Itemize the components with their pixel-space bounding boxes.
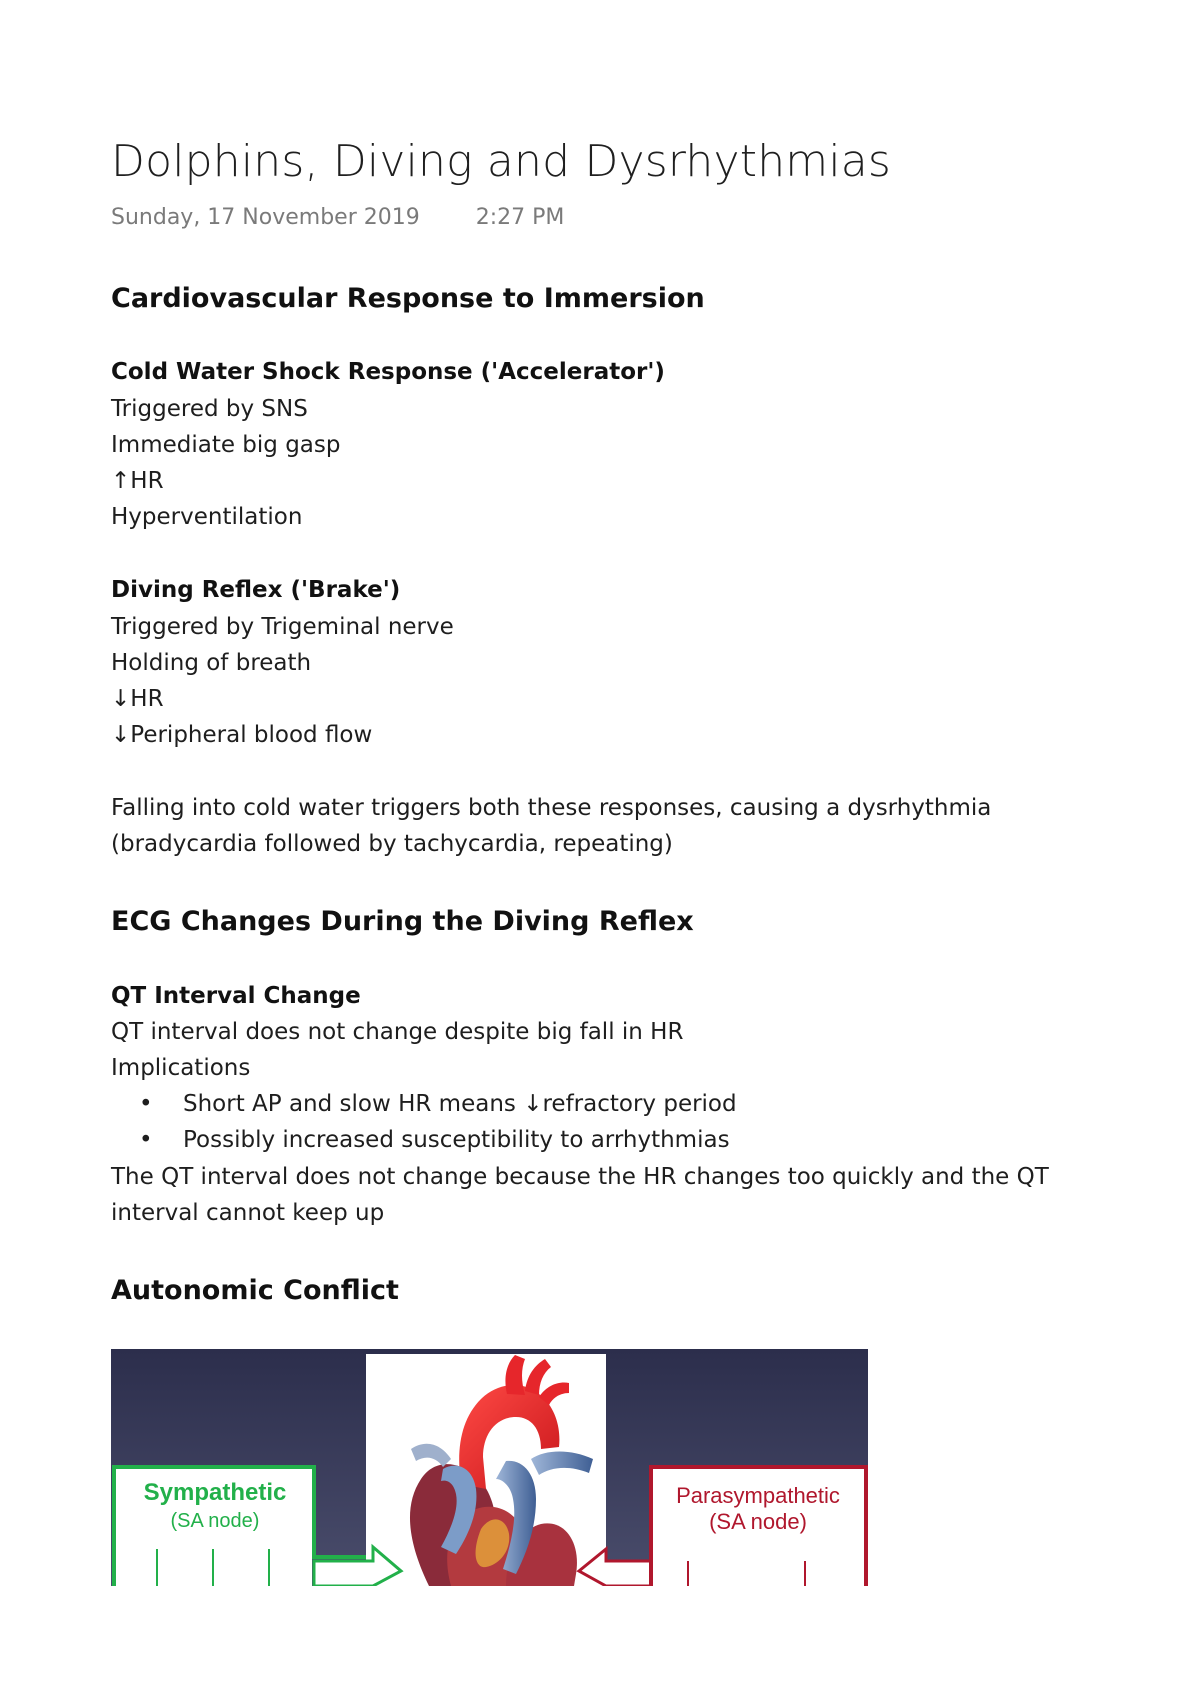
heading-autonomic-conflict: Autonomic Conflict	[111, 1275, 399, 1306]
cold-shock-line: Immediate big gasp	[111, 432, 341, 458]
sympathetic-label: Sympathetic	[143, 1479, 287, 1506]
cold-shock-line: Hyperventilation	[111, 504, 303, 530]
cold-shock-line: Triggered by SNS	[111, 396, 308, 422]
bullet-text: Short AP and slow HR means ↓refractory period	[183, 1091, 737, 1117]
summary-line: (bradycardia followed by tachycardia, repeating)	[111, 831, 673, 857]
heading-cold-water-shock: Cold Water Shock Response ('Accelerator')	[111, 359, 665, 385]
diving-reflex-line: Holding of breath	[111, 650, 312, 676]
bullet-dot-icon: •	[139, 1091, 153, 1117]
cold-shock-line: ↑HR	[111, 468, 164, 494]
heading-diving-reflex: Diving Reflex ('Brake')	[111, 577, 401, 603]
diving-reflex-line: ↓HR	[111, 686, 164, 712]
summary-line: Falling into cold water triggers both these responses, causing a dysrhythmia	[111, 795, 992, 821]
page-timestamp	[111, 205, 564, 230]
qt-conclusion-line: interval cannot keep up	[111, 1200, 385, 1226]
diving-reflex-line: Triggered by Trigeminal nerve	[111, 614, 454, 640]
bullet-text: Possibly increased susceptibility to arrhythmias	[183, 1127, 730, 1153]
page-date: Sunday, 17 November 2019	[111, 205, 420, 230]
heading-ecg-changes: ECG Changes During the Diving Reflex	[111, 906, 694, 937]
diving-reflex-line: ↓Peripheral blood flow	[111, 722, 373, 748]
autonomic-conflict-figure	[111, 1349, 868, 1586]
page-time: 2:27 PM	[475, 205, 565, 230]
bullet-dot-icon: •	[139, 1127, 153, 1153]
parasympathetic-label: Parasympathetic	[676, 1483, 840, 1508]
sympathetic-sublabel: (SA node)	[170, 1510, 260, 1532]
qt-conclusion-line: The QT interval does not change because the HR changes too quickly and the QT	[111, 1164, 1049, 1190]
heading-qt-interval-change: QT Interval Change	[111, 983, 361, 1009]
qt-line: Implications	[111, 1055, 251, 1081]
heading-cardiovascular-response: Cardiovascular Response to Immersion	[111, 283, 705, 314]
parasympathetic-sublabel: (SA node)	[709, 1509, 807, 1534]
bullet-item	[139, 1127, 730, 1153]
page-title: Dolphins, Diving and Dysrhythmias	[111, 136, 892, 187]
qt-line: QT interval does not change despite big fall in HR	[111, 1019, 684, 1045]
bullet-item	[139, 1091, 737, 1117]
